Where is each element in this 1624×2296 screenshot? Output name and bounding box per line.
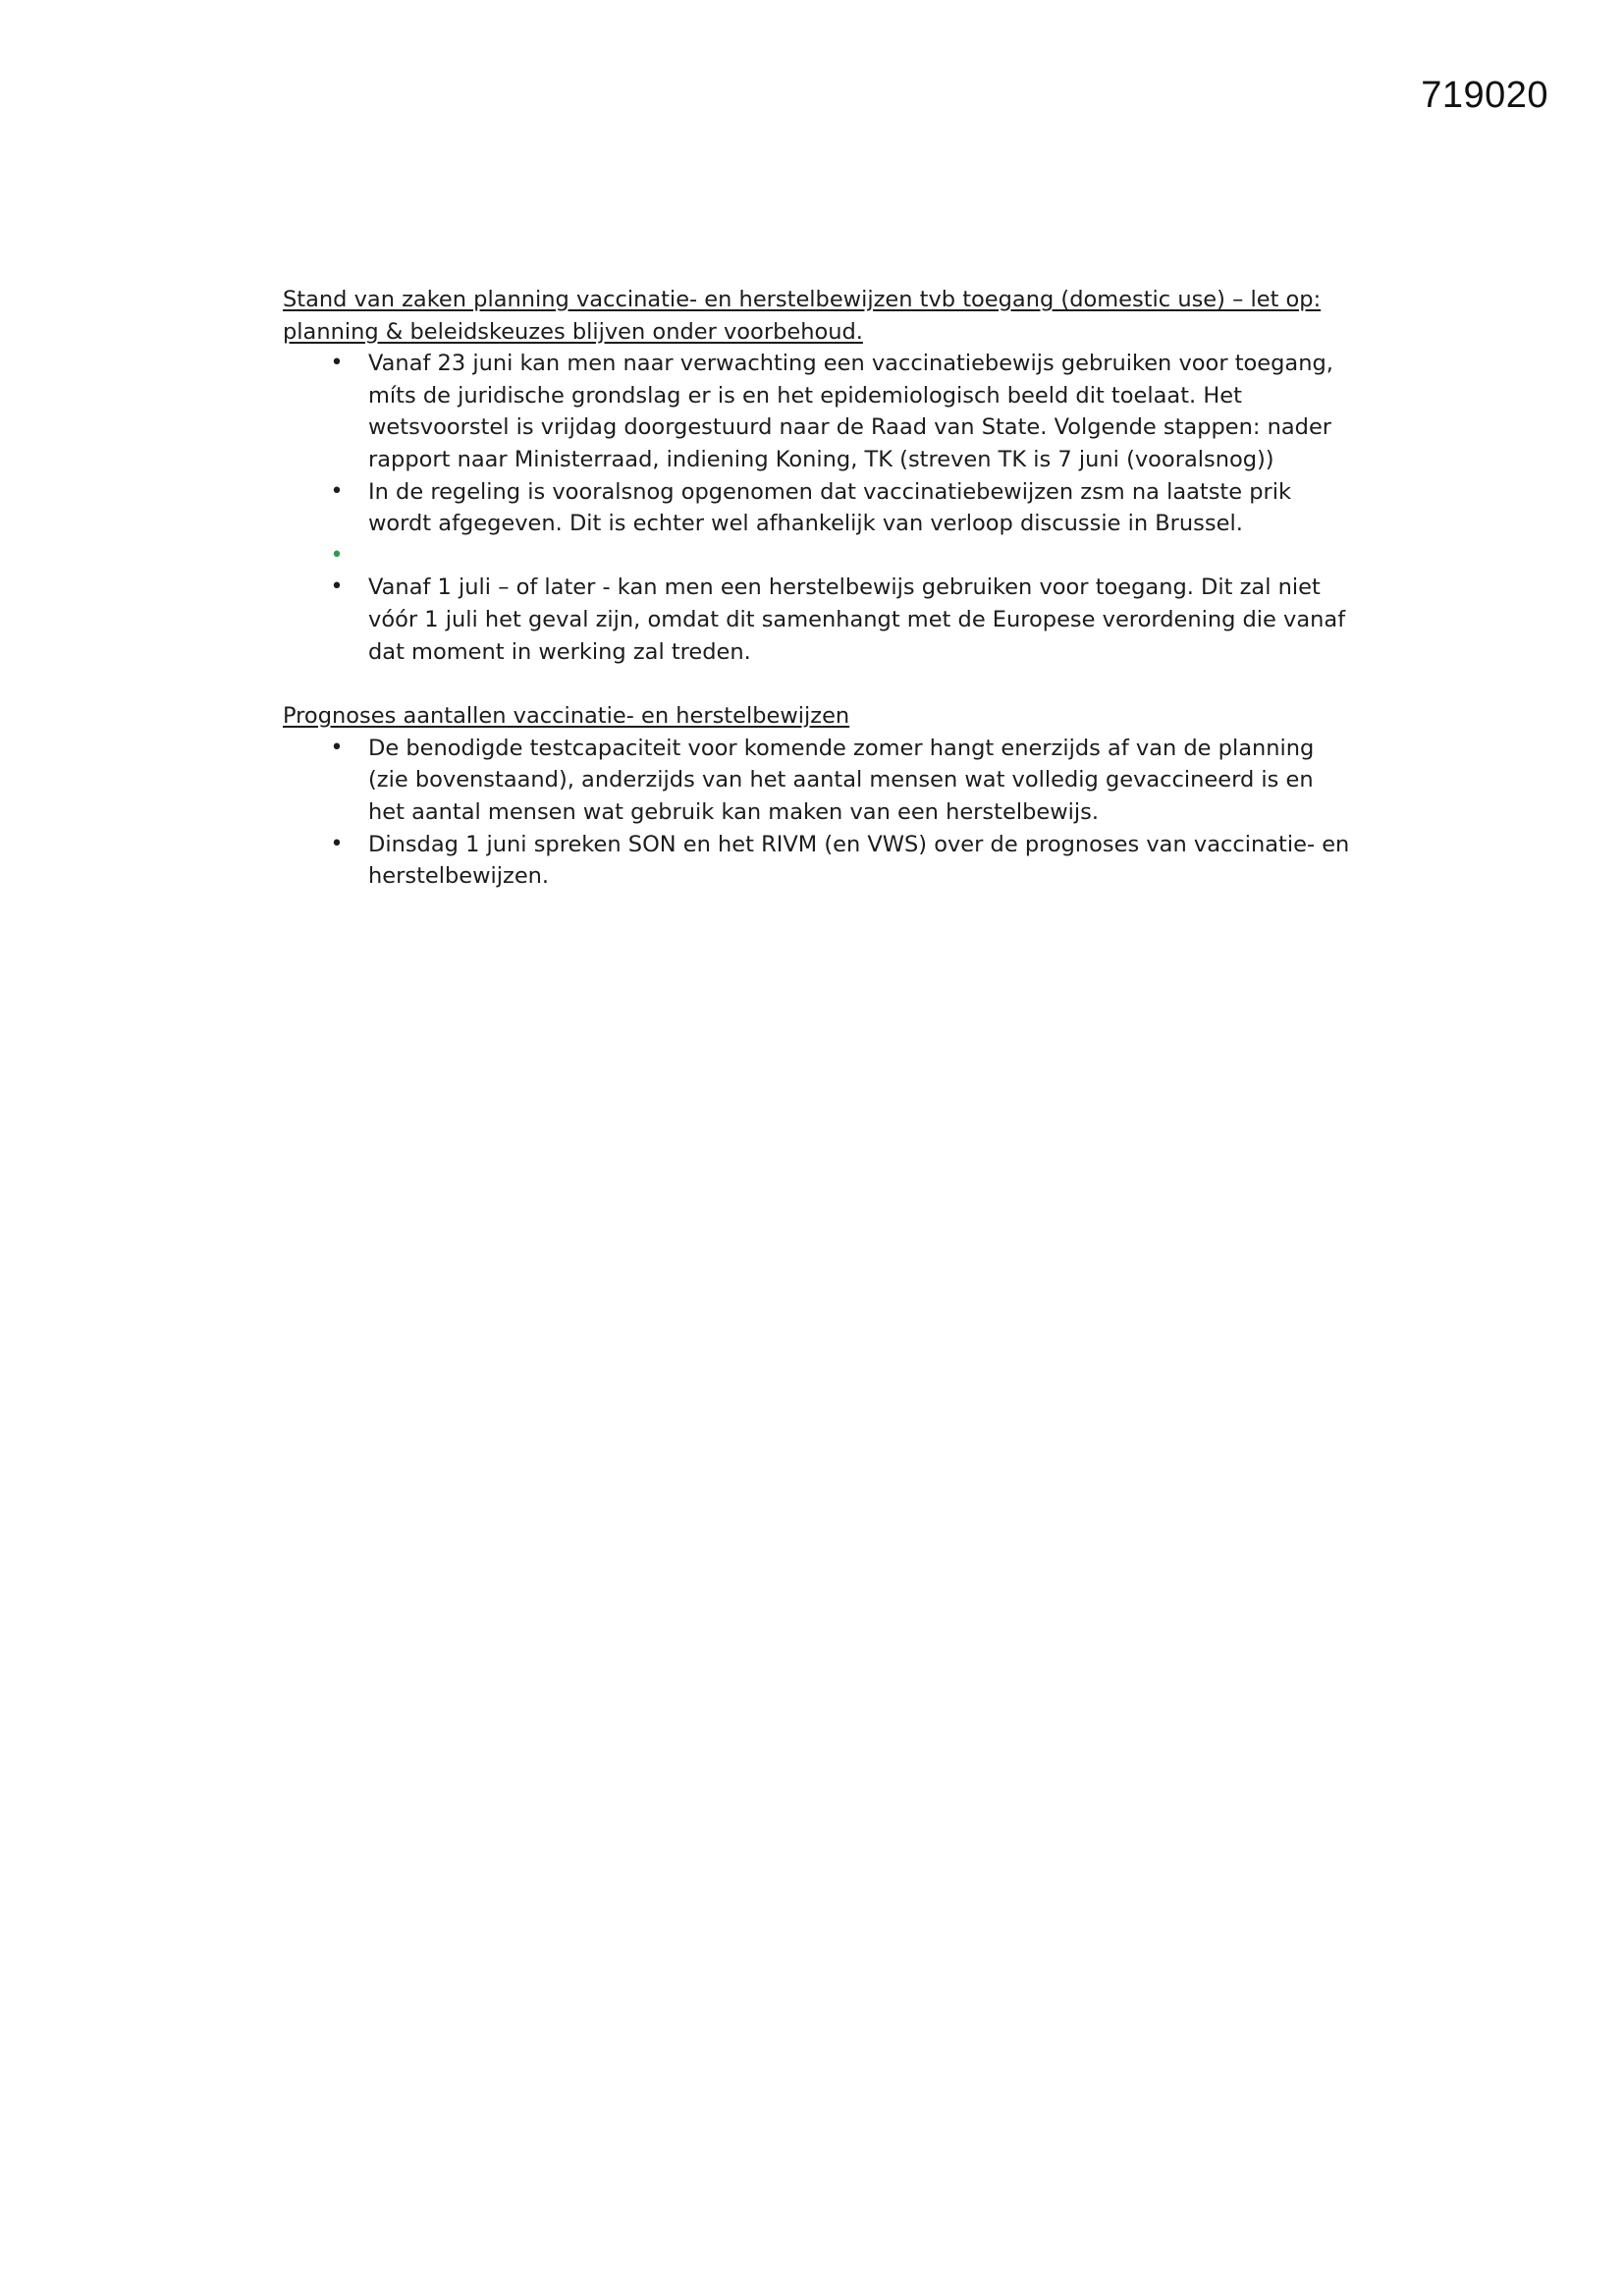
bullet-icon: • <box>330 478 344 504</box>
list-item-text: Vanaf 23 juni kan men naar verwachting een vaccinatiebewijs gebruiken voor toegang, míts de juridische grondslag er is en het epidemiologisch beeld dit toelaat. Het wetsvoorstel is vrijdag doorgestuurd naar de Raad van State. Volgende stappen: nader rapport naar Ministerraad, indiening Koning, TK (streven TK is 7 juni (vooralsnog)) <box>368 351 1333 472</box>
section-prognoses <box>283 700 1353 893</box>
bullet-icon: • <box>330 351 344 376</box>
bullet-icon: • <box>330 831 344 856</box>
document-body <box>283 284 1353 893</box>
document-number: 719020 <box>1421 75 1548 116</box>
list-item <box>283 829 1353 893</box>
bullet-list-prognoses <box>283 733 1353 893</box>
bullet-icon: • <box>330 542 344 568</box>
bullet-list-planning <box>283 348 1353 668</box>
section-heading-prognoses: Prognoses aantallen vaccinatie- en herstelbewijzen <box>283 703 850 730</box>
section-spacer <box>283 668 1353 700</box>
list-item-text: Vanaf 1 juli – of later - kan men een herstelbewijs gebruiken voor toegang. Dit zal niet vóór 1 juli het geval zijn, omdat dit samenhangt met de Europese verordening die vanaf dat moment in werking zal treden. <box>368 574 1346 665</box>
list-item-text: In de regeling is vooralsnog opgenomen dat vaccinatiebewijzen zsm na laatste prik wordt afgegeven. Dit is echter wel afhankelijk van verloop discussie in Brussel. <box>368 478 1292 537</box>
list-item-text: Dinsdag 1 juni spreken SON en het RIVM (en VWS) over de prognoses van vaccinatie- en herstelbewijzen. <box>368 831 1350 890</box>
list-item <box>283 572 1353 668</box>
bullet-icon: • <box>330 735 344 760</box>
list-item <box>283 348 1353 475</box>
section-heading-planning: Stand van zaken planning vaccinatie- en herstelbewijzen tvb toegang (domestic use) – let op: planning & beleidskeuzes blijven onder voorbehoud. <box>283 287 1322 345</box>
list-item <box>283 476 1353 540</box>
list-item-text: De benodigde testcapaciteit voor komende zomer hangt enerzijds af van de planning (zie bovenstaand), anderzijds van het aantal mensen wat volledig gevaccineerd is en het aantal mensen wat gebruik kan maken van een herstelbewijs. <box>368 735 1315 825</box>
section-planning <box>283 284 1353 668</box>
list-item-empty <box>283 540 1353 573</box>
bullet-icon: • <box>330 574 344 600</box>
list-item <box>283 733 1353 829</box>
